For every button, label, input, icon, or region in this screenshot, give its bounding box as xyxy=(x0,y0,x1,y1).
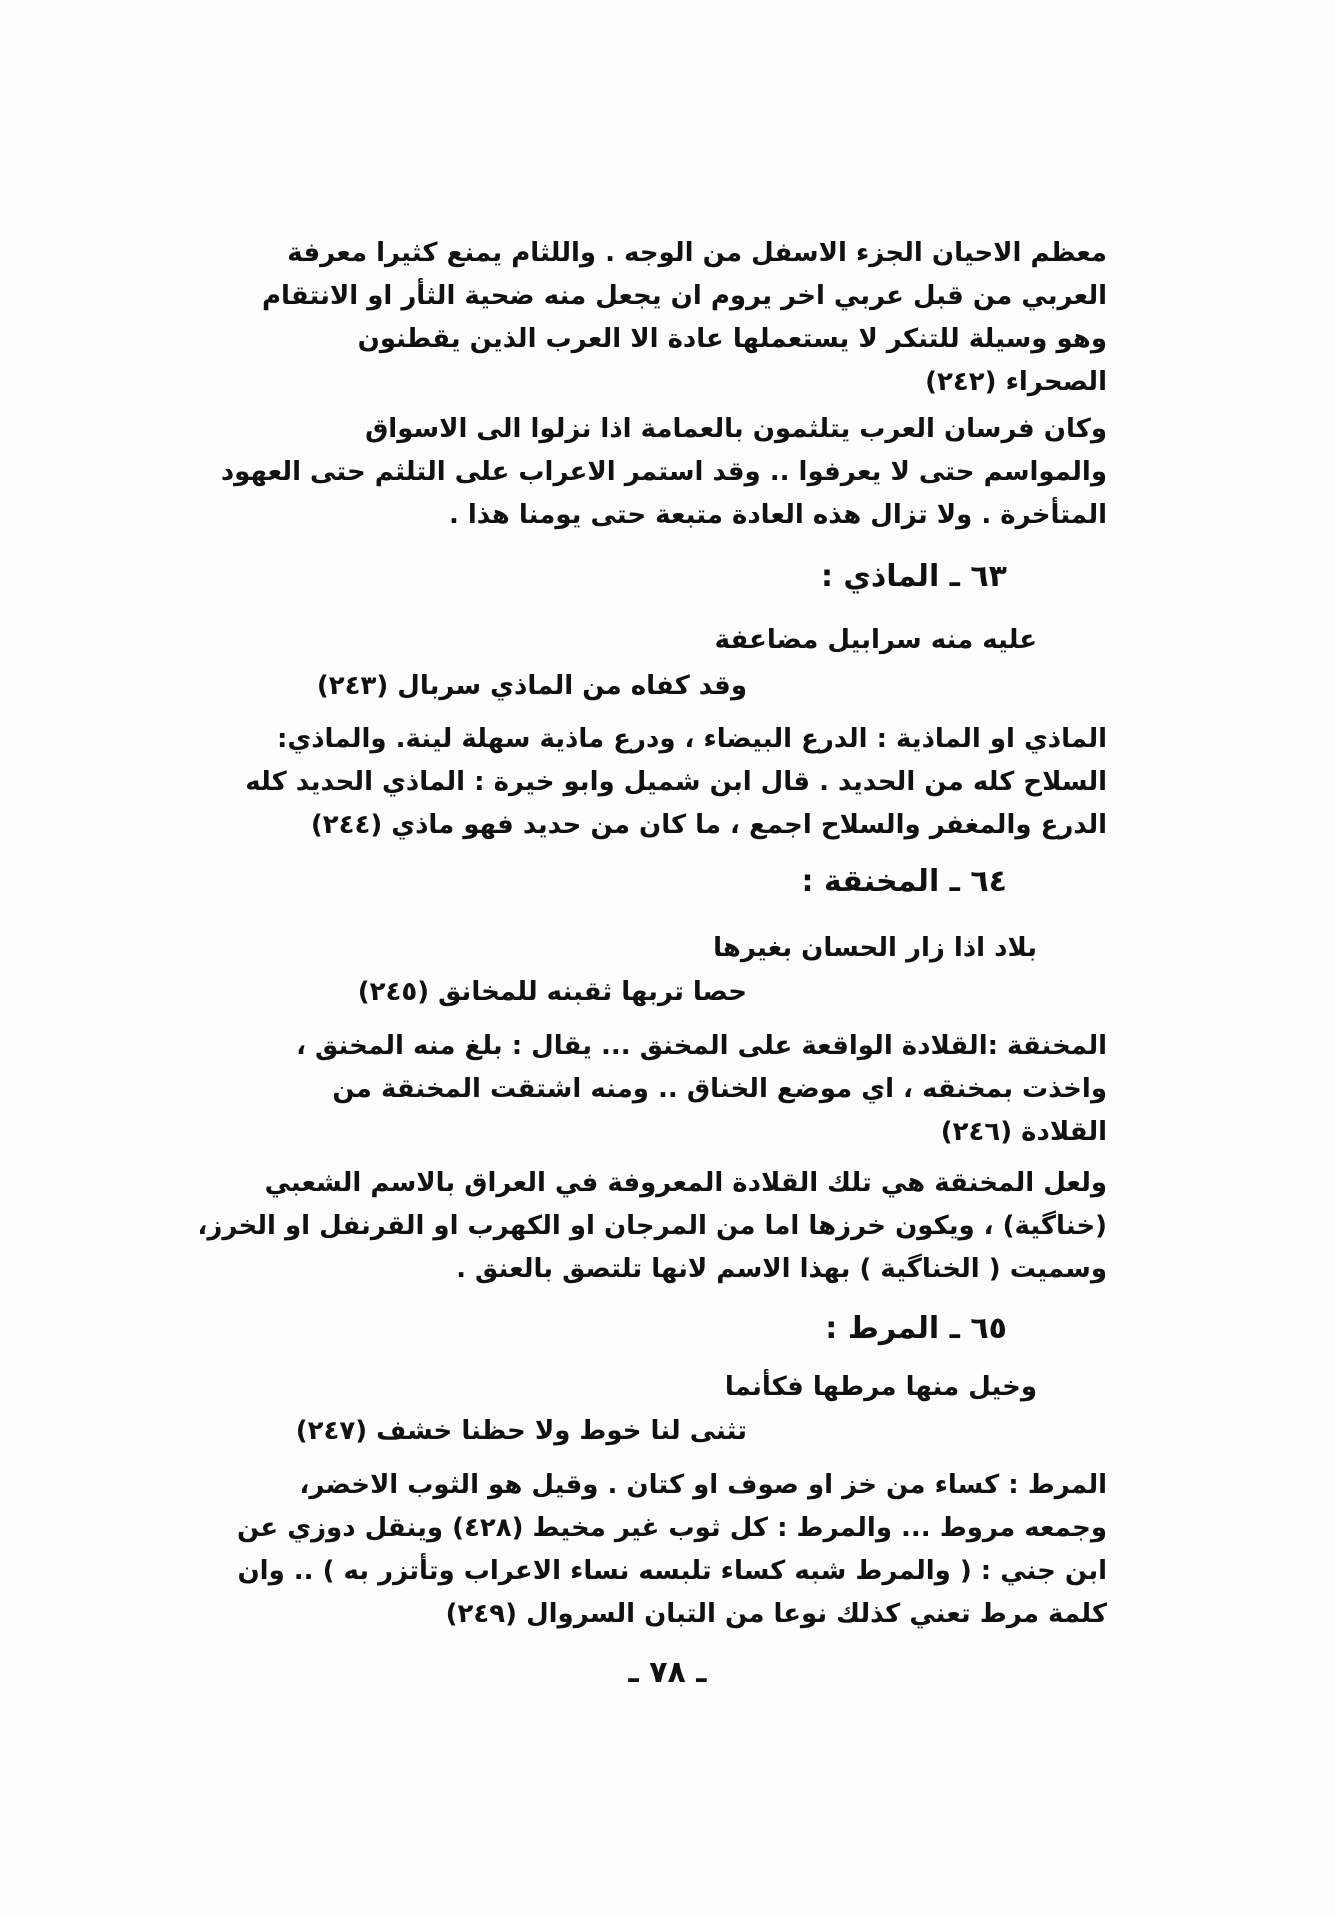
text-line: المخنقة :القلادة الواقعة على المخنق ... يقال : بلغ منه المخنق ، xyxy=(296,1031,1107,1061)
text-line: معظم الاحيان الجزء الاسفل من الوجه . واللثام يمنع كثيرا معرفة xyxy=(287,238,1107,268)
verse-line: بلاد اذا زار الحسان بغيرها xyxy=(713,933,1037,963)
text-line: كلمة مرط تعني كذلك نوعا من التبان السروال (٢٤٩) xyxy=(445,1599,1107,1629)
text-line: وكان فرسان العرب يتلثمون بالعمامة اذا نزلوا الى الاسواق xyxy=(365,414,1107,444)
paragraph-2 xyxy=(220,408,1107,537)
text-line: (خناگية) ، ويكون خرزها اما من المرجان او الكهرب او القرنفل او الخرز، xyxy=(197,1211,1107,1241)
text-line: واخذت بمخنقه ، اي موضع الخناق .. ومنه اشتقت المخنقة من xyxy=(332,1074,1107,1104)
verse-line: عليه منه سرابيل مضاعفة xyxy=(714,625,1037,655)
text-line: ولعل المخنقة هي تلك القلادة المعروفة في العراق بالاسم الشعبي xyxy=(264,1168,1107,1198)
text-line: وجمعه مروط ... والمرط : كل ثوب غير مخيط (٤٢٨) وينقل دوزي عن xyxy=(237,1513,1107,1543)
text-line: والمواسم حتى لا يعرفوا .. وقد استمر الاعراب على التلثم حتى العهود xyxy=(220,457,1107,487)
text-line: العربي من قبل عربي اخر يروم ان يجعل منه ضحية الثأر او الانتقام xyxy=(261,281,1107,311)
verse-line: وقد كفاه من الماذي سربال (٢٤٣) xyxy=(316,671,747,701)
page-number: ـ ٧٨ ـ xyxy=(628,1655,707,1690)
paragraph-4 xyxy=(230,1025,1107,1154)
verse-line: تثنى لنا خوط ولا حظنا خشف (٢٤٧) xyxy=(295,1416,747,1446)
section-heading-63: ٦٣ ـ الماذي : xyxy=(820,559,1007,594)
text-line: القلادة (٢٤٦) xyxy=(940,1117,1107,1147)
text-line: الماذي او الماذية : الدرع البيضاء ، ودرع ماذية سهلة لينة. والماذي: xyxy=(276,724,1107,754)
text-line: الدرع والمغفر والسلاح اجمع ، ما كان من حديد فهو ماذي (٢٤٤) xyxy=(310,810,1107,840)
verse-line: حصا تربها ثقبنه للمخانق (٢٤٥) xyxy=(357,977,747,1007)
paragraph-5 xyxy=(197,1162,1107,1291)
paragraph-1 xyxy=(230,232,1107,404)
text-line: السلاح كله من الحديد . قال ابن شميل وابو خيرة : الماذي الحديد كله xyxy=(245,767,1107,797)
verse-line: وخيل منها مرطها فكأنما xyxy=(724,1372,1037,1402)
paragraph-3 xyxy=(230,718,1107,847)
text-line: الصحراء (٢٤٢) xyxy=(925,367,1107,397)
text-line: وسميت ( الخناگية ) بهذا الاسم لانها تلتصق بالعنق . xyxy=(456,1254,1107,1284)
section-heading-64: ٦٤ ـ المخنقة : xyxy=(801,864,1007,899)
text-line: ابن جني : ( والمرط شبه كساء تلبسه نساء الاعراب وتأتزر به ) .. وان xyxy=(237,1556,1107,1586)
section-heading-65: ٦٥ ـ المرط : xyxy=(825,1311,1007,1346)
text-line: المتأخرة . ولا تزال هذه العادة متبعة حتى يومنا هذا . xyxy=(448,500,1107,530)
paragraph-6 xyxy=(230,1464,1107,1636)
text-line: وهو وسيلة للتنكر لا يستعملها عادة الا العرب الذين يقطنون xyxy=(357,324,1107,354)
text-line: المرط : كساء من خز او صوف او كتان . وقيل هو الثوب الاخضر، xyxy=(299,1470,1107,1500)
